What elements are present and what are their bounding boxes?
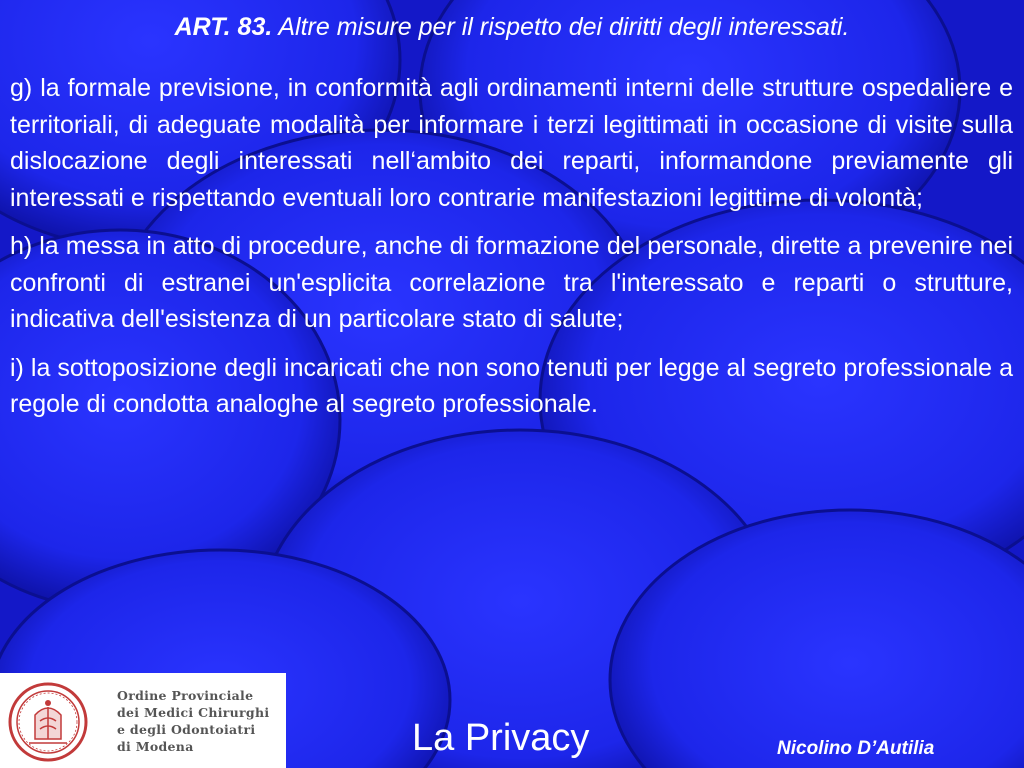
article-title: Altre misure per il rispetto dei diritti degli interessati. [278,13,850,41]
paragraph-g: g) la formale previsione, in conformità agli ordinamenti interni delle strutture ospedaliere e territoriali, di adeguate modalità per informare i terzi legittimati in occasione di visite sulla dislocazione degli interessati nell‘ambito dei reparti, informandone previamente gli interessati e rispettando eventuali loro contrarie manifestazioni legittime di volontà; [10,74,1013,212]
paragraph-h: h) la messa in atto di procedure, anche di formazione del personale, dirette a prevenire nei confronti di estranei un'esplicita correlazione tra l'interessato e reparti o strutture, indicativa dell'esistenza di un particolare stato di salute; [10,232,1013,333]
author-name: Nicolino D’Autilia [777,738,935,759]
organization-name: Ordine Provinciale dei Medici Chirurghi e degli Odontoiatri di Modena [117,688,270,754]
slide-title [0,10,1024,44]
organization-logo [0,673,286,768]
article-body [10,70,1013,435]
seal-icon [7,681,89,763]
article-number: ART. 83. [174,13,273,41]
footer-title: La Privacy [412,717,590,759]
paragraph-i: i) la sottoposizione degli incaricati che non sono tenuti per legge al segreto professionale a regole di condotta analoghe al segreto professionale. [10,353,1013,418]
